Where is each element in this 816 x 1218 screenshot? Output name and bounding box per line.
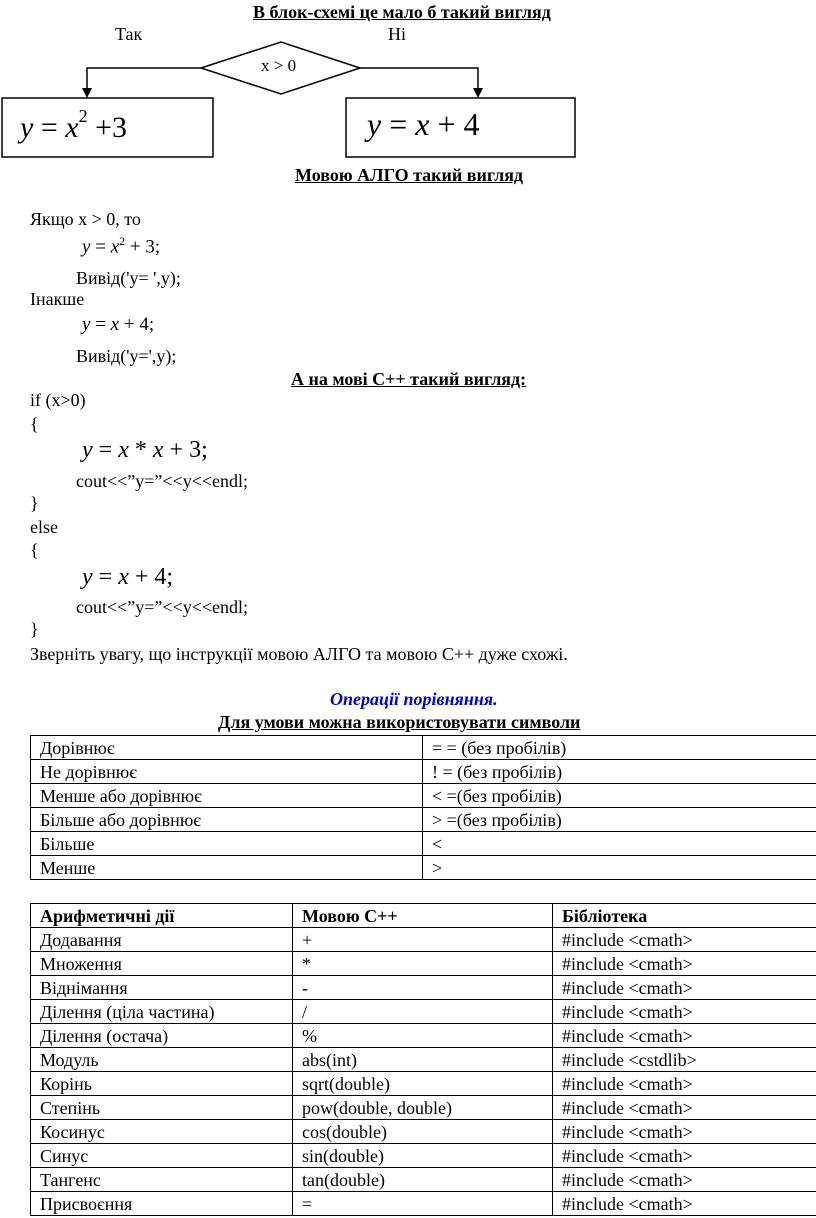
comparison-name-cell: Більше або дорівнює [31, 808, 423, 832]
algo-title: Мовою АЛГО такий вигляд [295, 165, 524, 185]
condition-text: x > 0 [261, 56, 297, 75]
library-cell: #include <cmath> [553, 1072, 816, 1096]
table-row [31, 736, 816, 760]
table-row [31, 1024, 816, 1048]
table-row [31, 928, 816, 952]
library-cell: #include <cmath> [553, 1000, 816, 1024]
cpp-formula2: y = x + 4; [82, 564, 174, 590]
algo-output2: Вивід('y=',y); [76, 346, 177, 366]
cpp-note: Зверніть увагу, що інструкції мовою АЛГО та мовою С++ дуже схожі. [30, 644, 568, 664]
cpp-cell: + [293, 928, 553, 952]
algo-formula1: $y = x^2 + 3$; [82, 234, 161, 258]
operation-cell: Косинус [31, 1120, 293, 1144]
operation-cell: Тангенс [31, 1168, 293, 1192]
comparison-name-cell: Більше [31, 832, 423, 856]
cpp-cell: tan(double) [293, 1168, 553, 1192]
cpp-title: А на мові С++ такий вигляд: [291, 369, 527, 389]
library-cell: #include <cmath> [553, 952, 816, 976]
operation-cell: Ділення (ціла частина) [31, 1000, 293, 1024]
table-row [31, 1168, 816, 1192]
operation-cell: Ділення (остача) [31, 1024, 293, 1048]
cpp-cell: - [293, 976, 553, 1000]
arithmetic-header-row [31, 904, 816, 928]
library-cell: #include <cmath> [553, 976, 816, 1000]
comparison-name-cell: Дорівнює [31, 736, 423, 760]
comparison-table [30, 735, 816, 880]
arithmetic-table [30, 903, 816, 1216]
operation-cell: Степінь [31, 1096, 293, 1120]
comparison-symbol-cell: > =(без пробілів) [423, 808, 816, 832]
header-cpp: Мовою С++ [293, 904, 553, 928]
cpp-close-brace-1: } [30, 493, 39, 513]
cpp-cell: pow(double, double) [293, 1096, 553, 1120]
cpp-if-line: if (x>0) [30, 390, 86, 410]
cpp-cell: % [293, 1024, 553, 1048]
operation-cell: Присвоєння [31, 1192, 293, 1216]
cpp-open-brace-2: { [30, 540, 39, 560]
table-row [31, 1096, 816, 1120]
no-label: Ні [388, 24, 406, 44]
library-cell: #include <cmath> [553, 1096, 816, 1120]
algo-output1: Вивід('y= ',y); [76, 268, 181, 288]
no-branch-line [360, 68, 478, 92]
cpp-cell: sqrt(double) [293, 1072, 553, 1096]
table-row [31, 1072, 816, 1096]
table-row [31, 832, 816, 856]
cpp-cout1: cout<<”y=”<<y<<endl; [76, 471, 249, 491]
table-row [31, 1000, 816, 1024]
cpp-cell: * [293, 952, 553, 976]
no-arrow-head [473, 88, 483, 98]
comparison-title: Операції порівняння. [330, 689, 498, 709]
library-cell: #include <cmath> [553, 1120, 816, 1144]
table-row [31, 760, 816, 784]
right-formula: y = x + 4 [367, 106, 480, 142]
comparison-symbol-cell: < [423, 832, 816, 856]
arithmetic-table-body [31, 928, 816, 1216]
table-row [31, 808, 816, 832]
table-row [31, 784, 816, 808]
table-row [31, 1144, 816, 1168]
library-cell: #include <cmath> [553, 928, 816, 952]
comparison-table-body [31, 736, 816, 880]
header-operation: Арифметичні дії [31, 904, 293, 928]
library-cell: #include <cmath> [553, 1168, 816, 1192]
cpp-formula1: y = x * x + 3; [82, 437, 208, 463]
cpp-cell: = [293, 1192, 553, 1216]
operation-cell: Синус [31, 1144, 293, 1168]
table-row [31, 1192, 816, 1216]
comparison-name-cell: Не дорівнює [31, 760, 423, 784]
cpp-else-line: else [30, 517, 58, 537]
library-cell: #include <cmath> [553, 1024, 816, 1048]
cpp-cell: cos(double) [293, 1120, 553, 1144]
comparison-symbol-cell: ! = (без пробілів) [423, 760, 816, 784]
table-row [31, 952, 816, 976]
cpp-cell: / [293, 1000, 553, 1024]
operation-cell: Модуль [31, 1048, 293, 1072]
comparison-symbol-cell: > [423, 856, 816, 880]
comparison-symbol-cell: < =(без пробілів) [423, 784, 816, 808]
algo-else-line: Інакше [30, 289, 85, 309]
comparison-subtitle: Для умови можна використовувати символи [218, 712, 581, 732]
cpp-cout2: cout<<”y=”<<y<<endl; [76, 597, 249, 617]
library-cell: #include <cmath> [553, 1192, 816, 1216]
table-row [31, 976, 816, 1000]
yes-branch-line [87, 68, 201, 92]
library-cell: #include <cmath> [553, 1144, 816, 1168]
header-library: Бібліотека [553, 904, 816, 928]
cpp-open-brace-1: { [30, 414, 39, 434]
library-cell: #include <cstdlib> [553, 1048, 816, 1072]
comparison-name-cell: Менше або дорівнює [31, 784, 423, 808]
yes-label: Так [115, 24, 143, 44]
table-row [31, 1048, 816, 1072]
cpp-cell: sin(double) [293, 1144, 553, 1168]
table-row [31, 856, 816, 880]
cpp-cell: abs(int) [293, 1048, 553, 1072]
cpp-close-brace-2: } [30, 619, 39, 639]
flowchart-title: В блок-схемі це мало б такий вигляд [253, 2, 551, 22]
operation-cell: Віднімання [31, 976, 293, 1000]
yes-arrow-head [82, 88, 92, 98]
table-row [31, 1120, 816, 1144]
comparison-symbol-cell: = = (без пробілів) [423, 736, 816, 760]
algo-formula2: y = x + 4; [82, 314, 155, 335]
operation-cell: Корінь [31, 1072, 293, 1096]
comparison-name-cell: Менше [31, 856, 423, 880]
operation-cell: Множення [31, 952, 293, 976]
operation-cell: Додавання [31, 928, 293, 952]
algo-if-line: Якщо x > 0, то [30, 209, 141, 229]
left-formula: $y = x^2 +3$ [20, 106, 127, 144]
